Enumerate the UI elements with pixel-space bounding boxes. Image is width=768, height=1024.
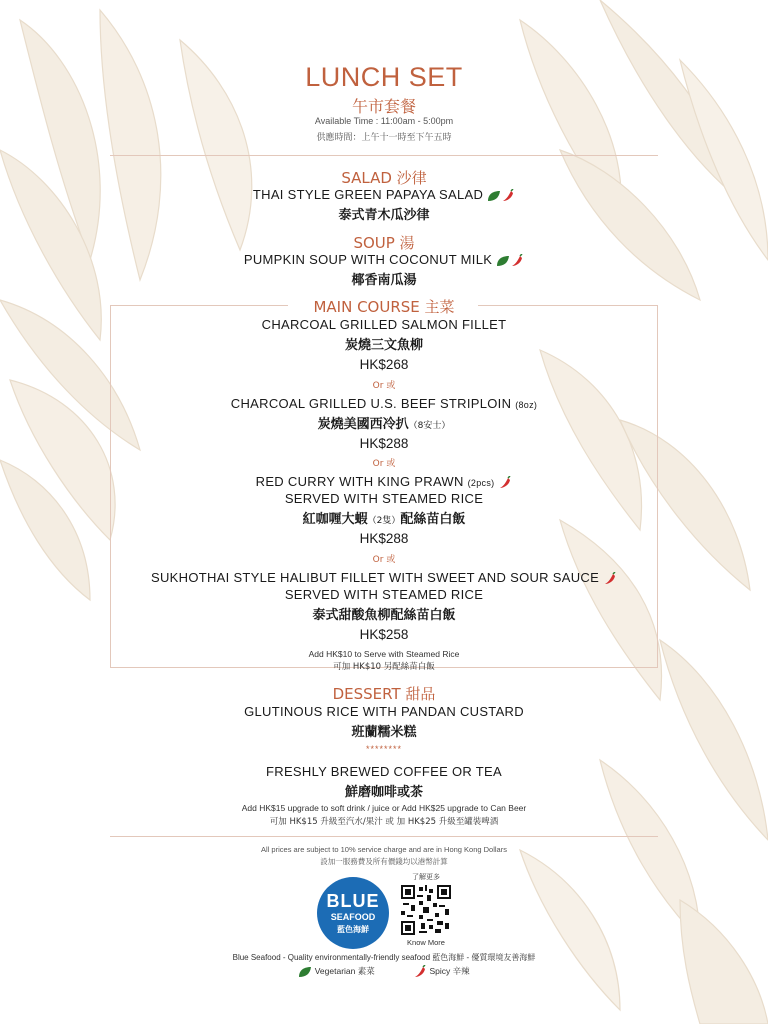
dessert-item-zh: 班蘭糯米糕 — [351, 725, 417, 740]
salad-item-name: THAI STYLE GREEN PAPAYA SALAD — [252, 187, 484, 202]
main-item-3-zh-row — [0, 508, 768, 527]
main-course-heading: MAIN COURSE 主菜 — [313, 298, 455, 316]
main-item-2-price: HK$288 — [359, 436, 409, 451]
main-item-3-zh: 紅咖喱大蝦 — [302, 512, 368, 527]
rice-note-zh: 可加 HK$10 另配絲苗白飯 — [333, 662, 435, 672]
know-more-zh: 了解更多 — [412, 873, 440, 881]
qr-code-icon[interactable] — [401, 885, 451, 935]
main-item-4-name: SUKHOTHAI STYLE HALIBUT FILLET WITH SWEET AND SOUR SAUCE — [151, 570, 600, 585]
main-item-4-zh: 泰式甜酸魚柳配絲苗白飯 — [312, 608, 456, 623]
salad-item-zh: 泰式青木瓜沙律 — [338, 208, 430, 223]
legend-vegetarian — [298, 966, 377, 976]
main-item-2-name: CHARCOAL GRILLED U.S. BEEF STRIPLOIN — [230, 396, 512, 411]
menu-title: LUNCH SET — [305, 62, 463, 92]
rice-note: Add HK$10 to Serve with Steamed Rice — [308, 649, 460, 659]
spicy-chili-icon — [603, 572, 617, 586]
spicy-chili-icon — [501, 189, 515, 203]
logo-line-2: SEAFOOD — [330, 912, 376, 922]
vegetarian-leaf-icon — [496, 255, 510, 267]
blue-seafood-logo — [317, 877, 389, 949]
logo-line-3: 藍色海鮮 — [337, 925, 369, 934]
salad-heading: SALAD 沙律 — [341, 169, 427, 187]
tagline: Blue Seafood - Quality environmentally-friendly seafood 藍色海鮮 - 優質環境友善海鮮 — [232, 953, 536, 962]
main-item-3 — [0, 474, 768, 490]
service-note-zh: 設加一服務費及所有價錢均以港幣計算 — [320, 857, 448, 866]
main-item-2 — [0, 396, 768, 411]
main-item-2-zh: 炭燒美國西冷扒 — [317, 417, 409, 432]
or-separator-2: Or 或 — [372, 459, 396, 469]
menu-title-zh: 午市套餐 — [351, 97, 416, 116]
main-item-4 — [0, 570, 768, 586]
main-item-3-zh2: 配絲苗白飯 — [400, 512, 466, 527]
footer-divider — [110, 836, 658, 837]
main-item-3-price: HK$288 — [359, 531, 409, 546]
dessert-separator: ******** — [365, 744, 403, 754]
main-item-1-zh: 炭燒三文魚柳 — [344, 338, 423, 353]
or-separator-1: Or 或 — [372, 381, 396, 391]
soup-item-name: PUMPKIN SOUP WITH COCONUT MILK — [243, 252, 493, 267]
available-time: Available Time : 11:00am - 5:00pm — [314, 116, 454, 126]
vegetarian-leaf-icon — [298, 966, 312, 978]
main-item-3-qty: (2pcs) — [467, 478, 495, 488]
legend-vegetarian-label: Vegetarian 素菜 — [314, 966, 375, 977]
drink-item-zh: 鮮磨咖啡或茶 — [344, 785, 423, 800]
main-item-4-price: HK$258 — [359, 627, 409, 642]
header-divider — [110, 155, 658, 156]
dessert-heading: DESSERT 甜品 — [332, 685, 436, 703]
service-note: All prices are subject to 10% service charge and are in Hong Kong Dollars — [261, 845, 507, 854]
soup-item — [0, 252, 768, 268]
main-item-4-line2: SERVED WITH STEAMED RICE — [284, 587, 484, 602]
logo-line-1: BLUE — [326, 891, 380, 911]
main-item-2-qty: (8oz) — [515, 400, 538, 410]
main-item-2-zh-row — [0, 413, 768, 432]
main-item-3-qty-zh: （2隻） — [367, 516, 401, 526]
salad-item — [0, 187, 768, 203]
legend — [0, 965, 768, 979]
soup-heading: SOUP 湯 — [353, 234, 415, 252]
spicy-chili-icon — [498, 476, 512, 490]
spicy-chili-icon — [413, 965, 427, 979]
drink-note-zh: 可加 HK$15 升級至汽水/果汁 或 加 HK$25 升級至罐裝啤酒 — [269, 817, 499, 827]
main-item-2-qty-zh: （8安士） — [408, 421, 451, 431]
available-time-zh: 供應時間：上午十一時至下午五時 — [316, 133, 452, 143]
know-more: Know More — [407, 938, 445, 947]
spicy-chili-icon — [510, 254, 524, 268]
legend-spicy — [413, 966, 470, 976]
dessert-item: GLUTINOUS RICE WITH PANDAN CUSTARD — [244, 704, 524, 719]
main-item-1-name: CHARCOAL GRILLED SALMON FILLET — [261, 317, 507, 332]
legend-spicy-label: Spicy 辛辣 — [429, 966, 470, 977]
main-item-1-price: HK$268 — [359, 357, 409, 372]
drink-note: Add HK$15 upgrade to soft drink / juice or Add HK$25 upgrade to Can Beer — [241, 803, 527, 813]
or-separator-3: Or 或 — [372, 555, 396, 565]
vegetarian-leaf-icon — [487, 190, 501, 202]
drink-item: FRESHLY BREWED COFFEE OR TEA — [266, 764, 502, 779]
main-item-3-line2: SERVED WITH STEAMED RICE — [284, 491, 484, 506]
soup-item-zh: 椰香南瓜湯 — [351, 273, 417, 288]
main-item-3-name: RED CURRY WITH KING PRAWN — [255, 474, 464, 489]
